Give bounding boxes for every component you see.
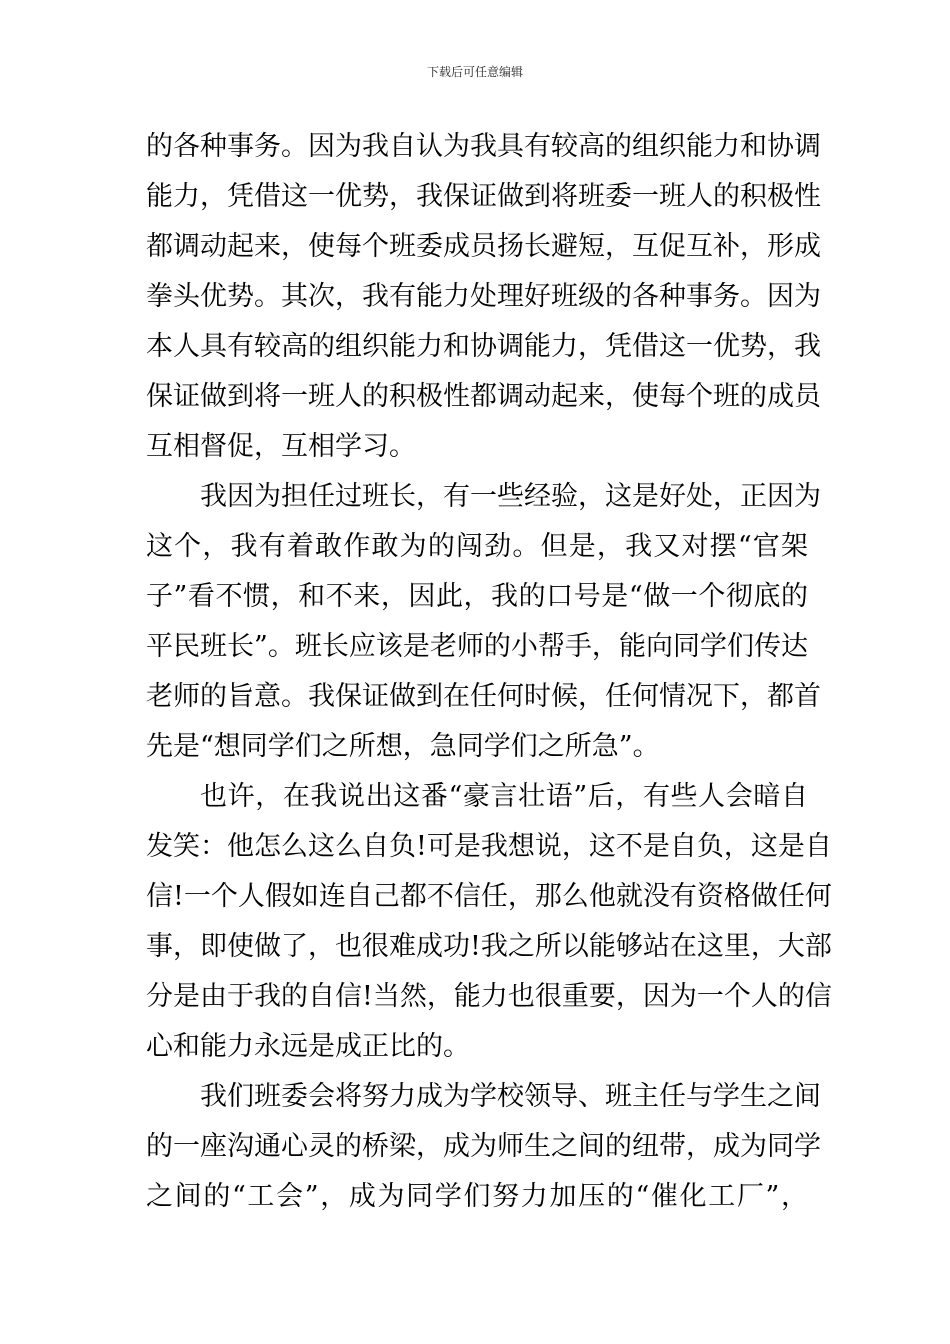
text-line: 本人具有较高的组织能力和协调能力，凭借这一优势，我 <box>146 331 821 362</box>
paragraph <box>146 472 821 772</box>
text-line: 分是由于我的自信!当然，能力也很重要，因为一个人的信 <box>146 981 832 1012</box>
text-line: 平民班长”。班长应该是老师的小帮手，能向同学们传达 <box>146 631 808 662</box>
text-line: 也许，在我说出这番“豪言壮语”后，有些人会暗自 <box>200 781 808 812</box>
text-line: 心和能力永远是成正比的。 <box>146 1031 470 1062</box>
text-line: 的一座沟通心灵的桥梁，成为师生之间的纽带，成为同学 <box>146 1131 821 1162</box>
page-header: 下载后可任意编辑 <box>426 65 523 79</box>
text-line: 事，即使做了，也很难成功!我之所以能够站在这里，大部 <box>146 931 832 962</box>
text-line: 拳头优势。其次，我有能力处理好班级的各种事务。因为 <box>146 281 821 312</box>
text-line: 这个，我有着敢作敢为的闯劲。但是，我又对摆“官架 <box>146 531 808 562</box>
text-line: 信!一个人假如连自己都不信任，那么他就没有资格做任何 <box>146 881 832 912</box>
document-body <box>146 122 832 1222</box>
text-line: 我们班委会将努力成为学校领导、班主任与学生之间 <box>200 1081 821 1112</box>
text-line: 我因为担任过班长，有一些经验，这是好处，正因为 <box>200 481 821 512</box>
paragraph <box>146 772 832 1072</box>
text-line: 之间的“工会”，成为同学们努力加压的“催化工厂”， <box>146 1181 808 1212</box>
text-line: 老师的旨意。我保证做到在任何时候，任何情况下，都首 <box>146 681 821 712</box>
text-line: 发笑：他怎么这么自负!可是我想说，这不是自负，这是自 <box>146 831 832 862</box>
text-line: 保证做到将一班人的积极性都调动起来，使每个班的成员 <box>146 381 821 412</box>
text-line: 先是“想同学们之所想，急同学们之所急”。 <box>146 731 660 762</box>
text-line: 能力，凭借这一优势，我保证做到将班委一班人的积极性 <box>146 181 821 212</box>
text-line: 互相督促，互相学习。 <box>146 431 416 462</box>
text-line: 都调动起来，使每个班委成员扬长避短，互促互补，形成 <box>146 231 821 262</box>
text-line: 的各种事务。因为我自认为我具有较高的组织能力和协调 <box>146 131 821 162</box>
text-line: 子”看不惯，和不来，因此，我的口号是“做一个彻底的 <box>146 581 808 612</box>
paragraph <box>146 1072 821 1222</box>
paragraph <box>146 122 821 472</box>
